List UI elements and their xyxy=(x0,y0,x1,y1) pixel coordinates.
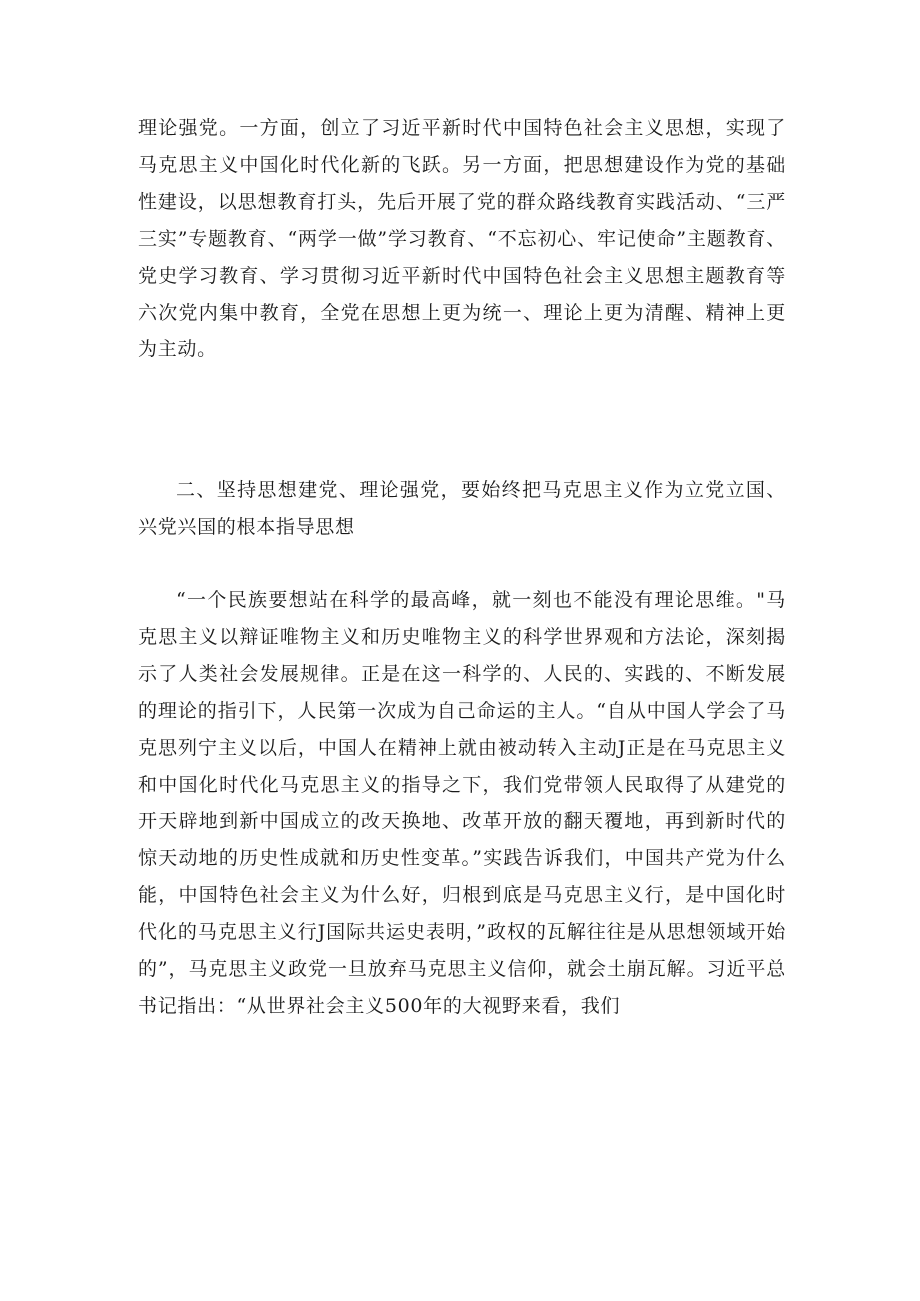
body-paragraph-continued: 理论强党。一方面，创立了习近平新时代中国特色社会主义思想，实现了马克思主义中国化时代化新的飞跃。另一方面，把思想建设作为党的基础性建设，以思想教育打头，先后开展了党的群众路线教育实践活动、“三严三实”专题教育、“两学一做”学习教育、“不忘初心、牢记使命”主题教育、党史学习教育、学习贯彻习近平新时代中国特色社会主义思想主题教育等六次党内集中教育，全党在思想上更为统一、理论上更为清醒、精神上更为主动。 xyxy=(138,117,786,361)
body-paragraph-quote: “一个民族要想站在科学的最高峰，就一刻也不能没有理论思维。"马克思主义以辩证唯物主义和历史唯物主义的科学世界观和方法论，深刻揭示了人类社会发展规律。正是在这一科学的、人民的、实践的、不断发展的理论的指引下，人民第一次成为自己命运的主人。“自从中国人学会了马克思列宁主义以后，中国人在精神上就由被动转入主动J正是在马克思主义和中国化时代化马克思主义的指导之下，我们党带领人民取得了从建党的开天辟地到新中国成立的改天换地、改革开放的翻天覆地，再到新时代的惊天动地的历史性成就和历史性变革。”实践告诉我们，中国共产党为什么能，中国特色社会主义为什么好，归根到底是马克思主义行，是中国化时代化的马克思主义行J国际共运史表明，”政权的瓦解往往是从思想领域开始的”，马克思主义政党一旦放弃马克思主义信仰，就会土崩瓦解。习近平总书记指出：“从世界社会主义500年的大视野来看，我们 xyxy=(138,589,786,1017)
section-heading-paragraph: 二、坚持思想建党、理论强党，要始终把马克思主义作为立党立国、兴党兴国的根本指导思想 xyxy=(138,479,786,538)
